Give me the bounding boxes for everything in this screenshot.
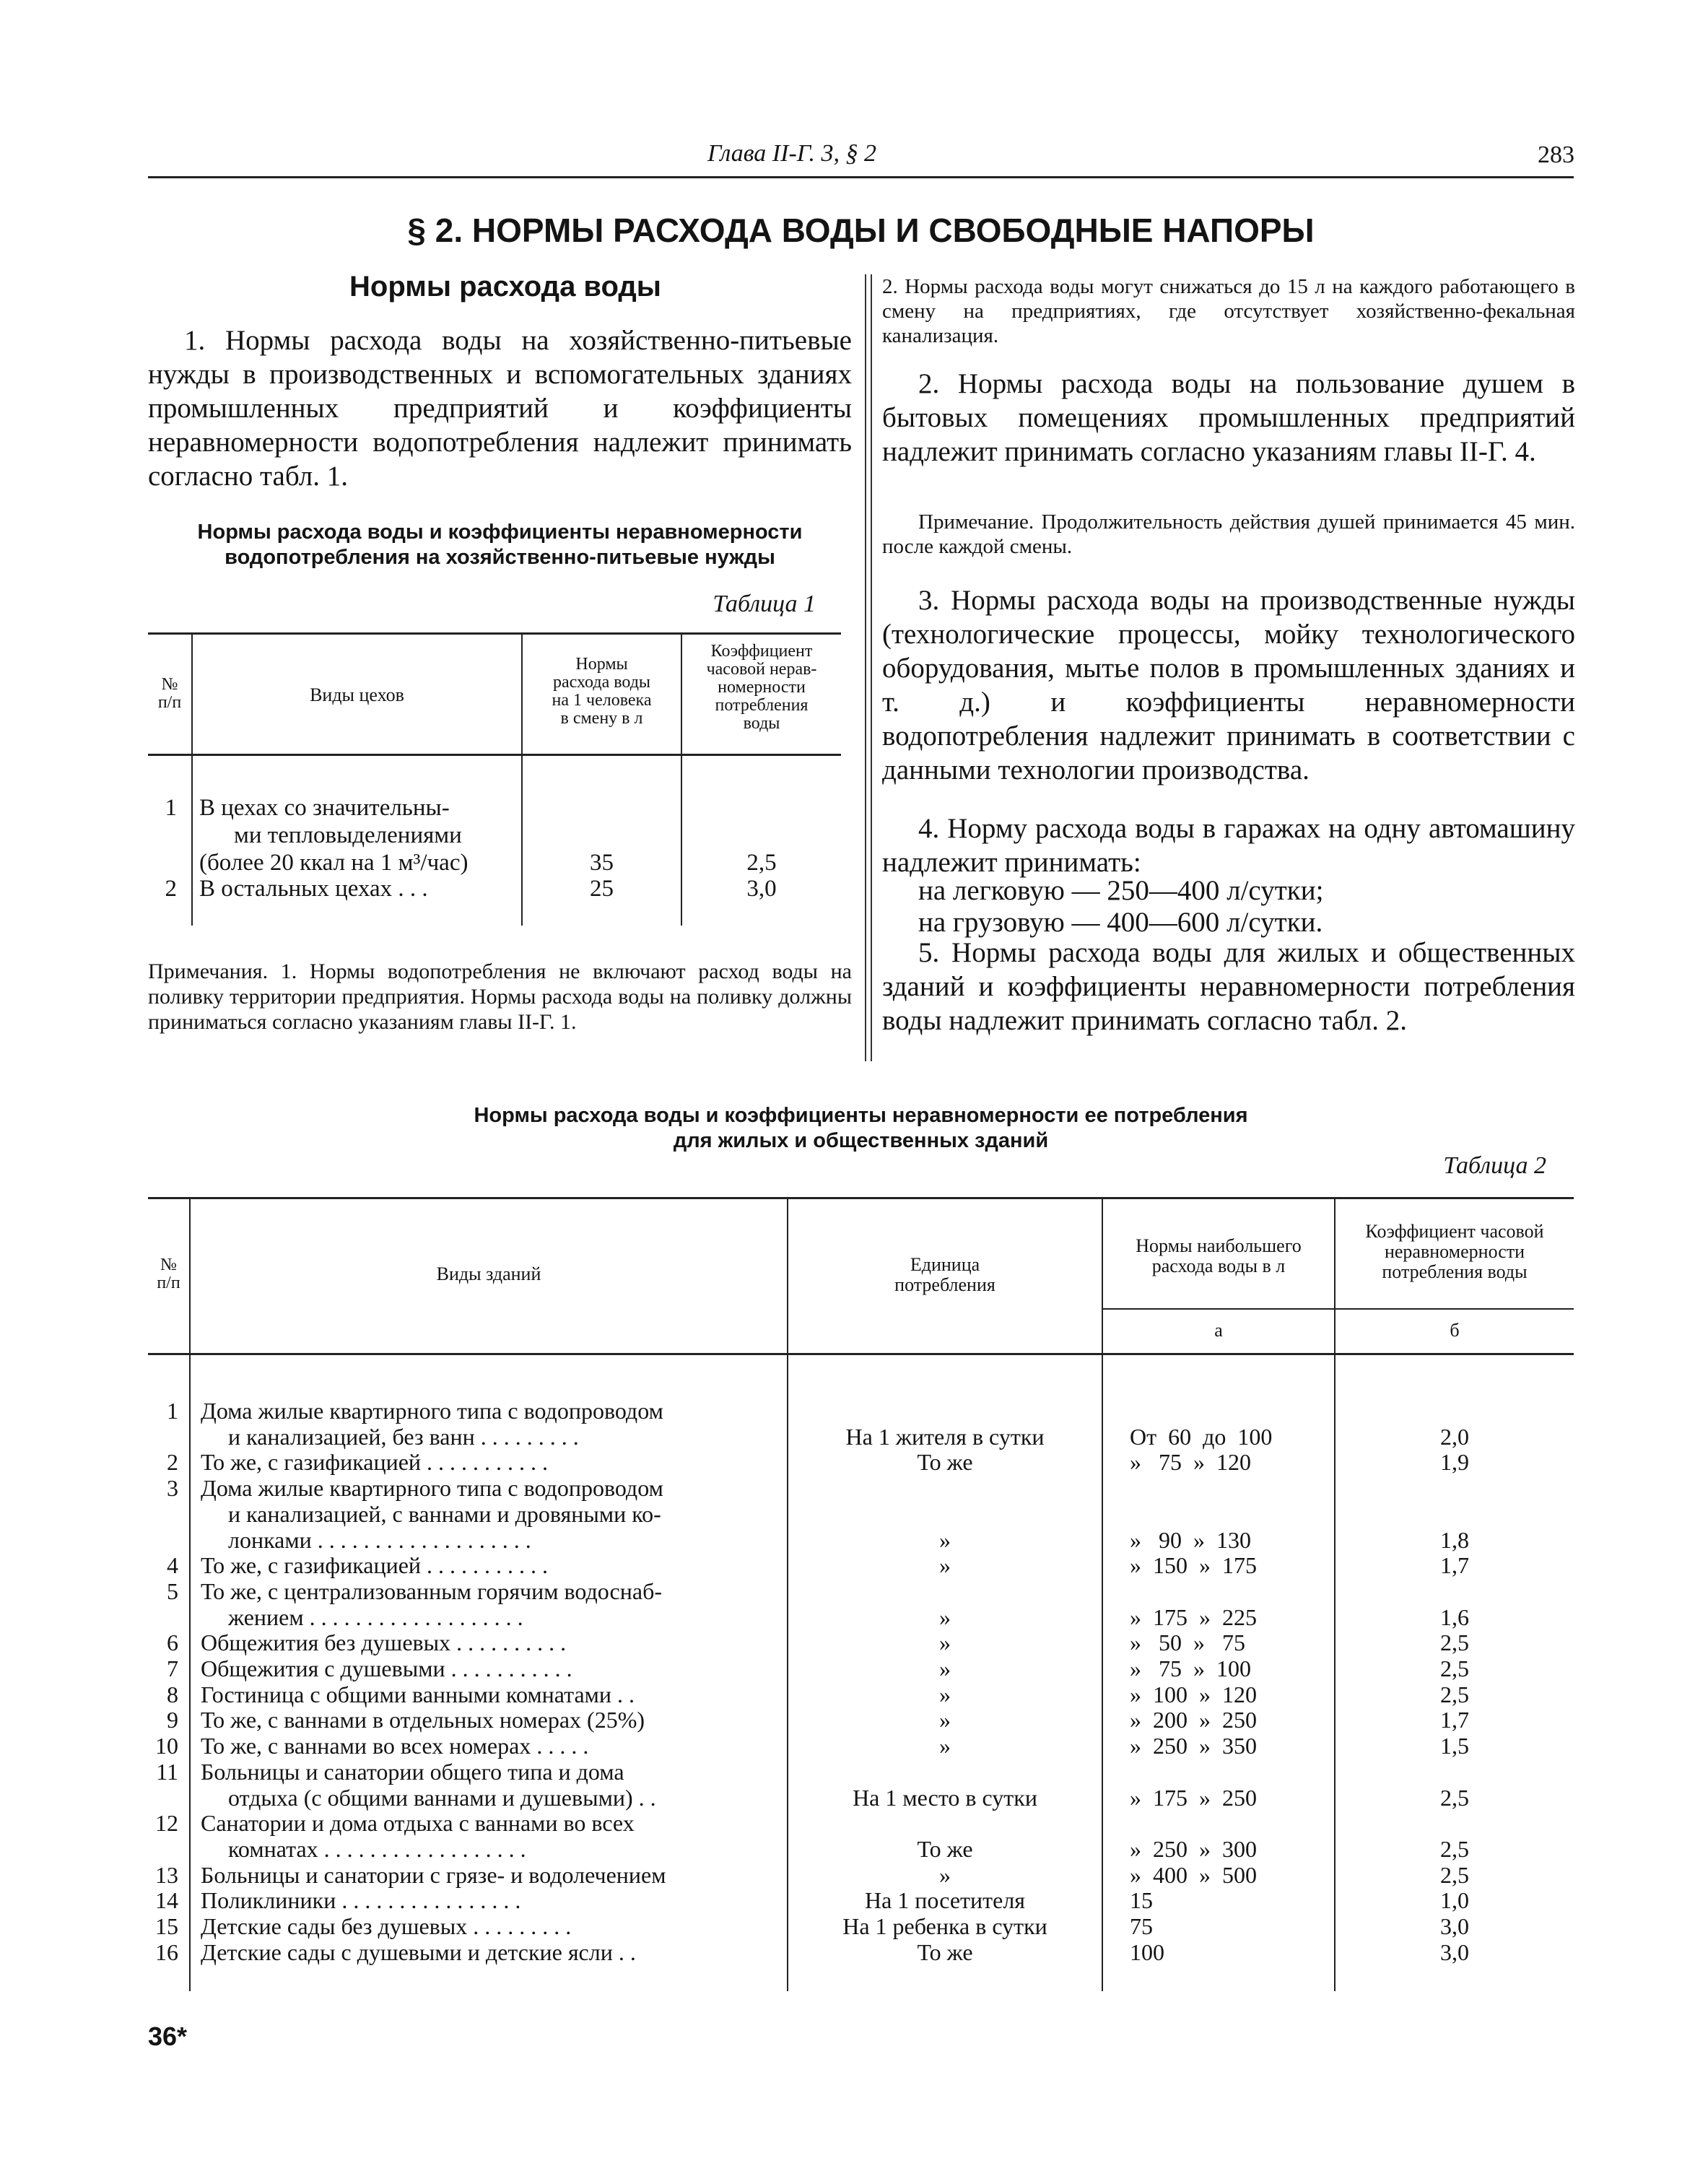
table2-row-text: То же, с газификацией . . . . . . . . . . .: [201, 1449, 549, 1475]
table2-row-unit: То же: [917, 1939, 973, 1965]
table2-row-num: 3: [167, 1475, 178, 1501]
header-line: номерности: [718, 678, 806, 697]
table2-row-coef: 1,7: [1440, 1552, 1469, 1578]
table2-row-text: Дома жилые квартирного типа с водопроводом: [201, 1475, 663, 1501]
header-line: Коэффициент: [710, 642, 813, 661]
table2-header-norm: [1103, 1236, 1334, 1276]
header-line: Нормы наибольшего: [1136, 1235, 1302, 1256]
table1-title-line2: водопотребления на хозяйственно-питьевые нужды: [225, 546, 775, 569]
paragraph-3: 3. Нормы расхода воды на производственные нужды (технологические процессы, мойку технологического оборудования, мытье полов в промышленных зданиях и т. д.) и коэффициенты неравномерности водопотребления надлежит принимать в соответствии с данными технологии производства.: [882, 585, 1575, 785]
table2-row-norm: 75: [1130, 1913, 1153, 1939]
table2-col-line: [189, 1198, 191, 1991]
header-line: в смену в л: [560, 709, 643, 728]
header-line: воды: [743, 714, 780, 733]
table2-label: Таблица 2: [1443, 1152, 1546, 1179]
table1-row2-text-line: В остальных цехах . . .: [199, 876, 428, 902]
header-line: №: [161, 675, 178, 694]
table2-row-num: 7: [167, 1655, 178, 1681]
table1-row1-text-line: (более 20 ккал на 1 м³/час): [199, 850, 469, 876]
header-line: п/п: [157, 693, 182, 712]
running-header-chapter: Глава II-Г. 3, § 2: [707, 140, 877, 167]
table1-col-line: [191, 634, 193, 926]
section-title: § 2. НОРМЫ РАСХОДА ВОДЫ И СВОБОДНЫЕ НАПОРЫ: [407, 212, 1315, 249]
table2-row-text: Дома жилые квартирного типа с водопроводом: [201, 1398, 663, 1424]
table2-row-coef: 2,5: [1440, 1681, 1469, 1707]
note-2: Примечание. Продолжительность действия душей принимается 45 мин. после каждой смены.: [882, 510, 1575, 558]
table2-subheader-a: а: [1214, 1320, 1223, 1341]
table2-row-coef: 3,0: [1440, 1913, 1469, 1939]
table2-row-norm: » 250 » 300: [1130, 1836, 1257, 1862]
paragraph-2: 2. Нормы расхода воды на пользование душем в бытовых помещениях промышленных предприятий надлежит принимать согласно указаниям главы II-Г. 4.: [882, 368, 1575, 467]
table2-row-text: Поликлиники . . . . . . . . . . . . . . . .: [201, 1887, 521, 1913]
header-line: расхода воды в л: [1151, 1255, 1286, 1276]
table2-row-num: 9: [167, 1707, 178, 1733]
table2-row-text: Гостиница с общими ванными комнатами . .: [201, 1681, 635, 1707]
table2-row-coef: 1,9: [1440, 1449, 1469, 1475]
table2-row-coef: 1,7: [1440, 1707, 1469, 1733]
table2-row-unit: »: [939, 1862, 951, 1888]
table1-header-norm: [523, 656, 681, 728]
column-divider-left-line: [865, 274, 866, 1061]
table2-row-norm: » 100 » 120: [1130, 1681, 1257, 1707]
table2-header-unit: [788, 1255, 1102, 1295]
table2-row-coef: 3,0: [1440, 1939, 1469, 1965]
table2-row-coef: 2,5: [1440, 1629, 1469, 1655]
note-continued: 2. Нормы расхода воды могут снижаться до 15 л на каждого работающего в смену на предприятиях, где отсутствует хозяйственно-фекальная канализация.: [882, 275, 1575, 347]
table2-row-text: отдыха (с общими ваннами и душевыми) . .: [228, 1785, 656, 1811]
table2-row-norm: » 400 » 500: [1130, 1862, 1257, 1888]
table2-title: [148, 1103, 1574, 1154]
table2-row-text: Санатории и дома отдыха с ваннами во всех: [201, 1810, 635, 1836]
signature-mark: 36*: [148, 2021, 188, 2051]
table2-row-unit: »: [939, 1733, 951, 1759]
table1-title-line1: Нормы расхода воды и коэффициенты неравномерности: [197, 521, 803, 544]
table2-row-unit: На 1 место в сутки: [853, 1785, 1037, 1811]
table2-row-norm: 100: [1130, 1939, 1164, 1965]
table2-row-unit: То же: [917, 1836, 973, 1862]
table2-row-num: 1: [167, 1398, 178, 1424]
table1-row1-num: 1: [165, 795, 177, 821]
table2-row-text: лонками . . . . . . . . . . . . . . . . . . .: [228, 1527, 531, 1553]
table2-row-coef: 2,5: [1440, 1655, 1469, 1681]
table2-row-text: Детские сады без душевых . . . . . . . . .: [201, 1913, 572, 1939]
table2-row-unit: »: [939, 1655, 951, 1681]
table2-row-text: То же, с централизованным горячим водоснаб-: [201, 1578, 663, 1604]
table2-header-coef: [1336, 1222, 1574, 1282]
table2-row-norm: » 250 » 350: [1130, 1733, 1257, 1759]
table1-row1-coef: 2,5: [746, 850, 777, 876]
table2-row-coef: 2,5: [1440, 1836, 1469, 1862]
table1-title: [148, 520, 852, 570]
table1-row1-text-line: В цехах со значительны-: [199, 795, 450, 821]
header-line: Нормы: [575, 655, 628, 674]
table1-notes: Примечания. 1. Нормы водопотребления не включают расход воды на поливку территории предприятия. Нормы расхода воды на поливку должны приниматься согласно указаниям главы II-Г. 1.: [148, 959, 852, 1034]
table2-top-rule: [148, 1197, 1574, 1199]
table2-row-text: То же, с газификацией . . . . . . . . . . .: [201, 1552, 549, 1578]
header-line: Единица: [910, 1254, 980, 1275]
table2-row-coef: 1,8: [1440, 1527, 1469, 1553]
paragraph-1: 1. Нормы расхода воды на хозяйственно-питьевые нужды в производственных и вспомогательных зданиях промышленных предприятий и коэффициенты неравномерности водопотребления надлежит принимать согласно табл. 1.: [148, 325, 852, 492]
table2-header-num: [148, 1256, 189, 1292]
header-line: потребления: [715, 696, 809, 715]
table2-row-norm: » 150 » 175: [1130, 1552, 1257, 1578]
paragraph-5: 5. Нормы расхода воды для жилых и общественных зданий и коэффициенты неравномерности потребления воды надлежит принимать согласно табл. 2.: [882, 937, 1575, 1036]
table2-row-num: 13: [155, 1862, 178, 1888]
table2-row-num: 11: [156, 1759, 178, 1785]
page-number: 283: [1538, 142, 1574, 168]
table2-row-unit: »: [939, 1681, 951, 1707]
table2-row-coef: 2,5: [1440, 1785, 1469, 1811]
table2-row-text: жением . . . . . . . . . . . . . . . . . . .: [228, 1604, 523, 1630]
garage-car-line: на легковую — 250—400 л/сутки;: [918, 875, 1324, 906]
table2-row-text: Детские сады с душевыми и детские ясли . .: [201, 1939, 636, 1965]
table2-row-norm: От 60 до 100: [1130, 1424, 1273, 1450]
table2-row-norm: » 90 » 130: [1130, 1527, 1251, 1553]
header-line: п/п: [157, 1274, 180, 1292]
table1-header-rule: [148, 754, 841, 756]
table2-row-norm: » 75 » 100: [1130, 1655, 1251, 1681]
table2-row-text: и канализацией, с ваннами и дровяными ко-: [228, 1501, 661, 1527]
table2-row-text: То же, с ваннами в отдельных номерах (25%): [201, 1707, 645, 1733]
table2-row-coef: 2,0: [1440, 1424, 1469, 1450]
table2-subheader-rule: [1103, 1308, 1574, 1310]
table2-row-unit: »: [939, 1604, 951, 1630]
table2-row-num: 5: [167, 1578, 178, 1604]
table1-row2-num: 2: [165, 876, 177, 902]
table2-row-text: Больницы и санатории с грязе- и водолечением: [201, 1862, 666, 1888]
table2-row-norm: » 200 » 250: [1130, 1707, 1257, 1733]
table2-row-coef: 1,5: [1440, 1733, 1469, 1759]
table2-row-unit: На 1 ребенка в сутки: [842, 1913, 1047, 1939]
paragraph-4: 4. Норму расхода воды в гаражах на одну автомашину надлежит принимать:: [882, 813, 1575, 878]
table1-row2-coef: 3,0: [746, 876, 777, 902]
header-line: неравномерности: [1384, 1241, 1525, 1262]
table2-row-num: 16: [155, 1939, 178, 1965]
table2-row-unit: На 1 посетителя: [864, 1887, 1025, 1913]
table2-row-num: 6: [167, 1629, 178, 1655]
table2-col-line: [1102, 1198, 1103, 1991]
table2-header-type: Виды зданий: [436, 1263, 541, 1284]
table2-header-rule: [148, 1353, 1574, 1355]
table2-row-text: Общежития с душевыми . . . . . . . . . . .: [201, 1655, 572, 1681]
table2-row-norm: » 50 » 75: [1130, 1629, 1245, 1655]
table2-row-norm: » 75 » 120: [1130, 1449, 1251, 1475]
table2-row-norm: » 175 » 225: [1130, 1604, 1257, 1630]
header-line: потребления: [894, 1274, 995, 1295]
table1-row1-text-line: ми тепловыделениями: [234, 822, 462, 848]
table2-row-coef: 1,6: [1440, 1604, 1469, 1630]
table2-row-coef: 2,5: [1440, 1862, 1469, 1888]
header-line: Коэффициент часовой: [1365, 1221, 1544, 1242]
garage-truck-line: на грузовую — 400—600 л/сутки.: [918, 907, 1323, 938]
table2-row-text: То же, с ваннами во всех номерах . . . . .: [201, 1733, 589, 1759]
table1-top-rule: [148, 632, 841, 635]
header-line: расхода воды: [552, 673, 651, 692]
header-line: №: [160, 1255, 177, 1274]
header-rule: [148, 176, 1574, 178]
table2-row-norm: 15: [1130, 1887, 1153, 1913]
table2-row-num: 15: [155, 1913, 178, 1939]
table2-row-num: 8: [167, 1681, 178, 1707]
table2-row-norm: » 175 » 250: [1130, 1785, 1257, 1811]
table2-subheader-b: б: [1450, 1320, 1460, 1341]
table2-row-text: Общежития без душевых . . . . . . . . . .: [201, 1629, 567, 1655]
table2-row-coef: 1,0: [1440, 1887, 1469, 1913]
table2-row-unit: »: [939, 1552, 951, 1578]
table2-row-unit: »: [939, 1629, 951, 1655]
table1-header-num: [148, 676, 191, 712]
table2-row-unit: »: [939, 1527, 951, 1553]
table1-header-type: Виды цехов: [310, 684, 404, 705]
table1-label: Таблица 1: [713, 591, 816, 617]
table2-title-line2: для жилых и общественных зданий: [673, 1129, 1049, 1152]
column-divider-right-line: [871, 274, 872, 1061]
table2-row-text: и канализацией, без ванн . . . . . . . . .: [228, 1424, 579, 1450]
table1-row1-norm: 35: [590, 850, 614, 876]
table2-title-line1: Нормы расхода воды и коэффициенты неравномерности ее потребления: [474, 1104, 1248, 1127]
header-line: потребления воды: [1382, 1261, 1528, 1282]
table2-row-text: Больницы и санатории общего типа и дома: [201, 1759, 624, 1785]
table1-row2-norm: 25: [590, 876, 614, 902]
table2-row-num: 2: [167, 1449, 178, 1475]
table2-row-num: 12: [155, 1810, 178, 1836]
table2-row-unit: На 1 жителя в сутки: [845, 1424, 1045, 1450]
left-column-heading: Нормы расхода воды: [349, 271, 661, 303]
header-line: часовой нерав-: [706, 660, 817, 679]
table2-row-num: 4: [167, 1552, 178, 1578]
table2-row-text: комнатах . . . . . . . . . . . . . . . . . .: [228, 1836, 526, 1862]
table2-row-unit: »: [939, 1707, 951, 1733]
table1-header-coef: [682, 643, 841, 733]
header-line: на 1 человека: [552, 691, 652, 710]
table2-row-num: 14: [155, 1887, 178, 1913]
table2-row-unit: То же: [917, 1449, 973, 1475]
table2-row-num: 10: [155, 1733, 178, 1759]
